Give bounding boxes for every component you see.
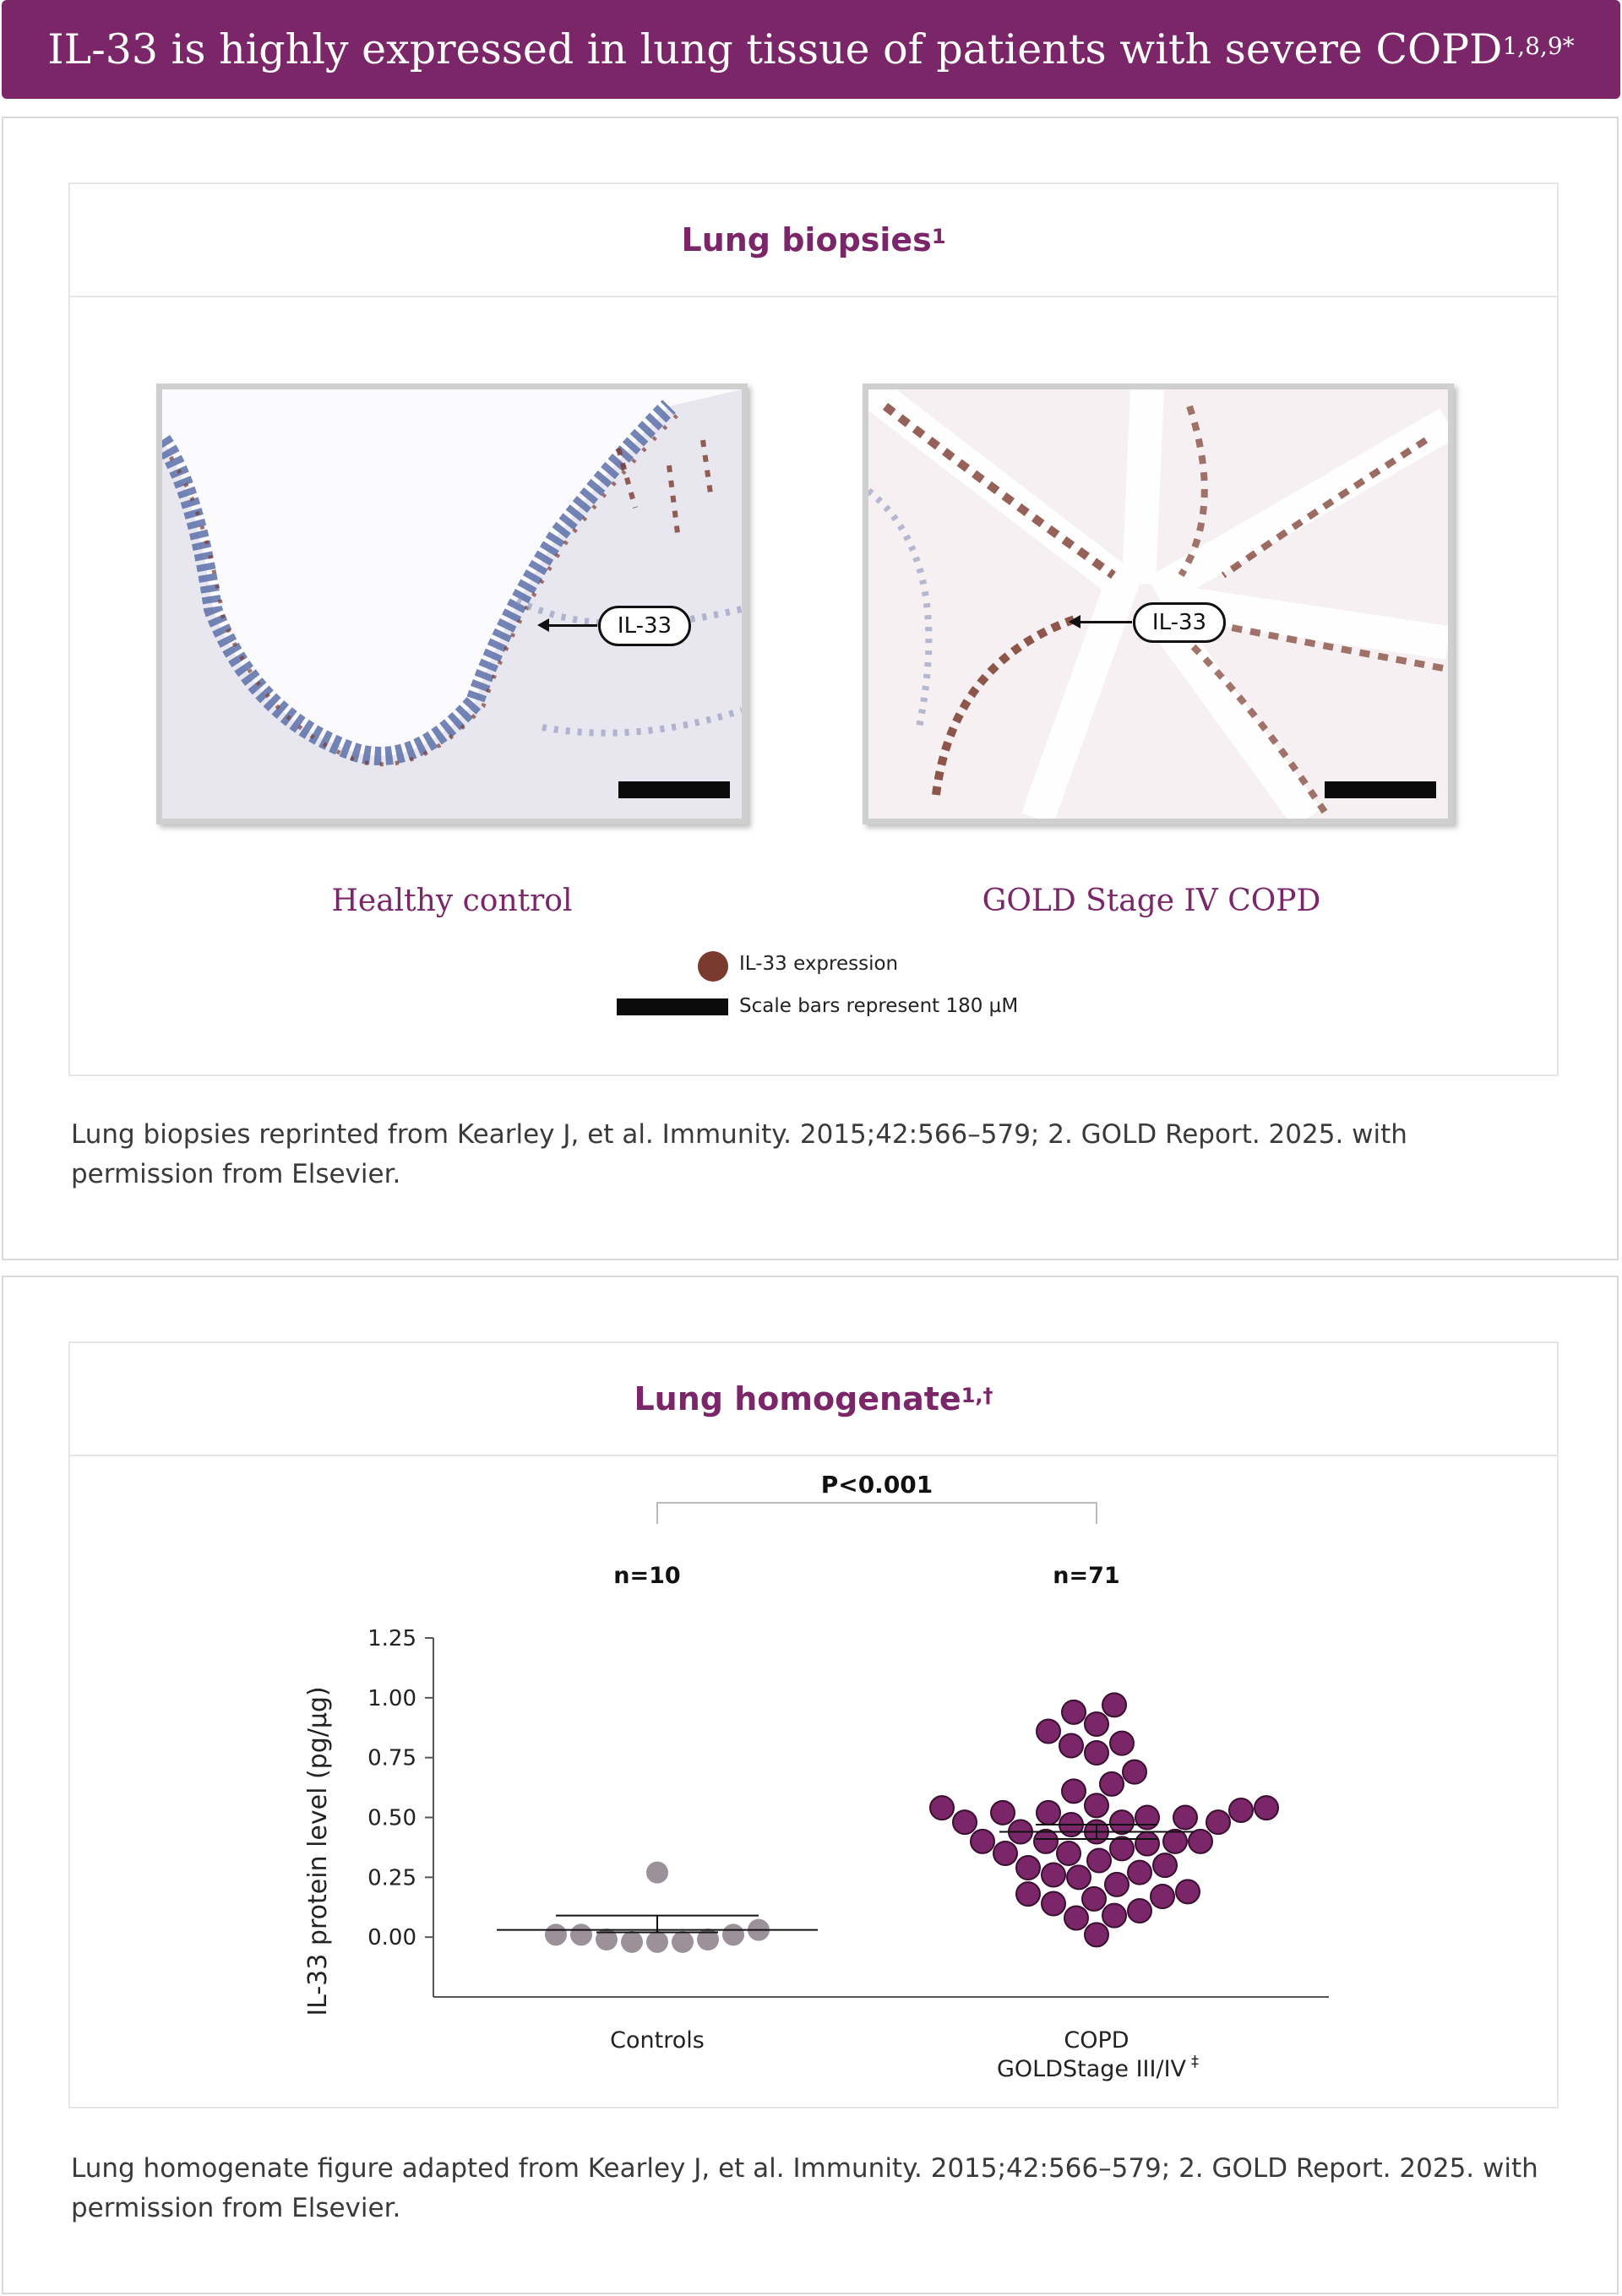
data-point — [1135, 1806, 1159, 1830]
data-point — [1102, 1693, 1126, 1717]
homogenate-footnote: Lung homogenate figure adapted from Kearley J, et al. Immunity. 2015;42:566–579; 2. GOLD Report. 2025. with permission from Elsevier. — [71, 2153, 1538, 2223]
il33-callout: IL-33 — [598, 606, 691, 646]
biopsies-footnote: Lung biopsies reprinted from Kearley J, et al. Immunity. 2015;42:566–579; 2. GOLD Report. 2025. with permission from Elsevier. — [71, 1119, 1407, 1189]
copd-micrograph — [863, 384, 1454, 824]
data-point — [1042, 1863, 1065, 1887]
data-point — [1062, 1700, 1086, 1724]
data-point — [1151, 1885, 1174, 1908]
data-point — [1059, 1734, 1083, 1758]
data-point — [1062, 1779, 1086, 1803]
y-tick-label: 0.00 — [367, 1925, 416, 1951]
data-point — [646, 1862, 668, 1884]
y-tick-label: 0.25 — [367, 1865, 416, 1891]
homogenate-section — [2, 1276, 1619, 2294]
data-point — [545, 1923, 567, 1945]
data-point — [1087, 1849, 1111, 1873]
data-point — [1173, 1806, 1197, 1830]
biopsies-heading-superscript: 1 — [931, 225, 946, 248]
il33-expression-legend-label: IL-33 expression — [739, 953, 899, 975]
data-point — [1100, 1772, 1124, 1796]
data-point — [1110, 1836, 1134, 1860]
homogenate-heading — [70, 1343, 1557, 1456]
healthy-control-micrograph — [156, 384, 748, 824]
homogenate-heading-text: Lung homogenate — [634, 1380, 961, 1417]
il33-arrowhead — [537, 618, 549, 632]
biopsies-card — [68, 182, 1559, 1076]
banner-title-superscript: 1,8,9* — [1502, 32, 1575, 60]
biopsies-section — [2, 117, 1619, 1260]
banner-title: IL-33 is highly expressed in lung tissue of patients with severe COPD — [47, 25, 1503, 73]
data-point — [722, 1923, 744, 1945]
data-point — [1229, 1798, 1253, 1822]
x-category-label: COPD — [1064, 2027, 1129, 2054]
data-point — [930, 1796, 954, 1820]
il33-arrow — [1078, 621, 1132, 623]
data-point — [1034, 1830, 1058, 1853]
data-point — [1110, 1732, 1134, 1755]
data-point — [1064, 1907, 1088, 1930]
data-point — [646, 1931, 668, 1953]
data-point — [1176, 1880, 1200, 1903]
data-point — [1189, 1830, 1212, 1853]
il33-callout: IL-33 — [1133, 602, 1226, 643]
y-tick-label: 1.00 — [367, 1685, 416, 1711]
data-point — [1128, 1899, 1151, 1923]
data-point — [1123, 1760, 1146, 1784]
il33-arrow — [547, 624, 597, 627]
healthy-control-caption: Healthy control — [331, 884, 573, 918]
data-point — [1042, 1892, 1065, 1916]
data-point — [1255, 1796, 1278, 1820]
n-label: n=10 — [613, 1563, 681, 1589]
homogenate-card — [68, 1341, 1559, 2108]
biopsies-heading — [70, 184, 1557, 297]
data-point — [971, 1830, 994, 1853]
data-point — [1110, 1810, 1134, 1834]
data-point — [1016, 1882, 1040, 1906]
data-point — [1016, 1856, 1040, 1880]
scale-bar — [1325, 781, 1436, 798]
scale-bar-legend-label: Scale bars represent 180 µM — [739, 995, 1019, 1017]
data-point — [1067, 1865, 1091, 1889]
data-point — [993, 1842, 1017, 1865]
il33-expression-legend-dot — [696, 949, 730, 983]
data-point — [1206, 1810, 1230, 1834]
data-point — [1082, 1887, 1106, 1911]
y-tick-label: 1.25 — [367, 1626, 416, 1651]
data-point — [1037, 1801, 1060, 1825]
data-point — [1085, 1741, 1108, 1765]
n-label: n=71 — [1053, 1563, 1120, 1589]
data-point — [991, 1801, 1015, 1825]
biopsies-heading-text: Lung biopsies — [681, 221, 932, 258]
data-point — [1105, 1873, 1129, 1896]
data-point — [1085, 1793, 1108, 1817]
x-category-superscript: ‡ — [1191, 2053, 1199, 2070]
data-point — [1085, 1923, 1108, 1946]
data-point — [1085, 1712, 1108, 1736]
y-axis-label: IL-33 protein level (pg/µg) — [303, 1686, 333, 2016]
data-point — [672, 1931, 694, 1953]
homogenate-heading-superscript: 1,† — [961, 1384, 993, 1407]
scale-bar — [618, 781, 730, 798]
data-point — [1153, 1853, 1177, 1877]
data-point — [1135, 1832, 1159, 1856]
data-point — [953, 1810, 977, 1834]
y-tick-label: 0.75 — [367, 1745, 416, 1771]
il33-arrowhead — [1069, 615, 1080, 628]
significance-bracket — [657, 1503, 1097, 1524]
x-category-label: Controls — [610, 2027, 705, 2054]
data-point — [1057, 1842, 1080, 1865]
scale-bar-legend-swatch — [617, 998, 728, 1015]
data-point — [621, 1931, 643, 1953]
x-category-label-line2: GOLDStage III/IV — [996, 2056, 1187, 2082]
y-tick-label: 0.50 — [367, 1805, 416, 1831]
page-banner — [2, 0, 1620, 99]
homogenate-scatter-chart — [70, 1456, 1557, 2107]
copd-caption: GOLD Stage IV COPD — [982, 884, 1321, 918]
data-point — [1163, 1830, 1187, 1853]
data-point — [570, 1923, 592, 1945]
healthy-tissue-illustration — [162, 389, 742, 819]
data-point — [1102, 1904, 1126, 1928]
data-point — [1037, 1720, 1060, 1744]
significance-label: P<0.001 — [820, 1471, 933, 1499]
data-point — [1128, 1861, 1151, 1885]
